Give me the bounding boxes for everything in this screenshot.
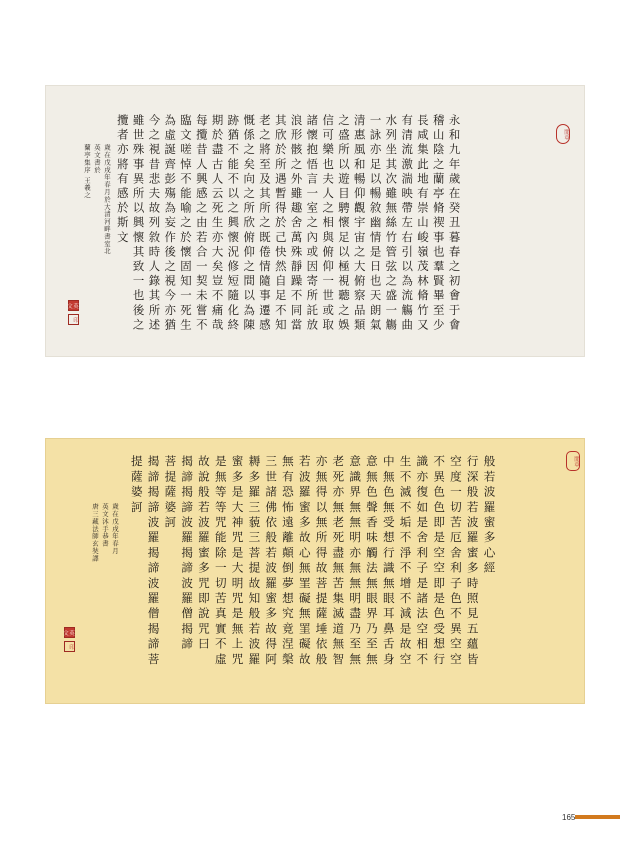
inscription: 歲在戊戌年春月 英文沐手恭書 唐三藏法師玄奘譯 — [91, 503, 119, 563]
calligraphy-work-heart-sutra — [45, 438, 585, 704]
opening-seal: 閒章 — [556, 124, 570, 144]
page-number: 165 — [562, 813, 576, 822]
main-text-columns: 永和九年歲在癸丑暮春之初會于會 稽山陰之蘭亭脩禊事也羣賢畢至少 長咸集此地有崇山峻嶺茂林脩竹又 有清流激湍映帶左右引以為流觴曲 水列坐其次雖無絲竹管弦之盛一觴 一詠亦足以暢敘幽情是日也天朗氣 清惠風和暢仰觀宇宙之大俯察品類 之盛所以遊目騁懷足以極視聽之娛 信可樂也夫人之相與俯仰一世或取 諸懷抱悟言一室之內或因寄所託放 浪形骸之外雖趣舍萬殊靜躁不同當 其欣於所遇暫得於己快然自足不知 老之將至及其所之既倦情隨事遷感 慨係之矣向之所欣俯仰之間以為陳 跡猶不能不以之興懷況修短隨化終 期於盡古人云死生亦大矣豈不痛哉 每攬昔人興感之由若合一契未嘗不 臨文嗟悼不能喻之於懷固知一死生 為虛誕齊彭殤為妄作後之視今亦猶 今之視昔悲夫故列敘時人錄其所述 雖世殊事異所以興懷其致一也後之 攬者亦將有感於斯文 — [115, 114, 462, 333]
calligraphy-work-lantingxu — [45, 85, 585, 357]
name-seal-second: 印 — [64, 641, 75, 652]
name-seal-second: 印 — [68, 314, 79, 325]
page-accent-bar — [575, 815, 620, 819]
main-text-columns: 般若波羅蜜多心經 行深般若波羅蜜多時照見五蘊皆 空度一切苦厄舍利子色不異空空 不異色色即是空空即是色受想行 識亦復如是舍利子是諸法空相不 生不滅不垢不淨不增不減是故空 中無色無受想行識無眼耳鼻舌身 意無色聲香味觸法無眼界乃至無 意識界無無明亦無無明盡乃至無 老死亦無老死盡無苦集滅道無智 亦無得以無所得故菩提薩埵依般 若波羅蜜多故心無罣礙無罣礙故 無有恐怖遠離顛倒夢想究竟涅槃 三世諸佛依般若波羅蜜多故得阿 耨多羅三藐三菩提故知般若波羅 蜜多是大神咒是大明咒是無上咒 是無等等咒能除一切苦真實不虛 故說般若波羅蜜多咒即說咒曰 揭諦揭諦波羅揭諦波羅僧揭諦 菩提薩婆訶 揭諦揭諦波羅揭諦波羅僧揭諦菩 提薩婆訶 — [129, 455, 497, 668]
opening-seal: 閒章 — [566, 451, 580, 471]
name-seal: 英文 — [68, 300, 79, 311]
name-seal: 英文 — [64, 627, 75, 638]
inscription: 歲在戊戌年春月於大清河畔書室北 英文書於 蘭亭集序 王羲之 — [83, 144, 111, 255]
